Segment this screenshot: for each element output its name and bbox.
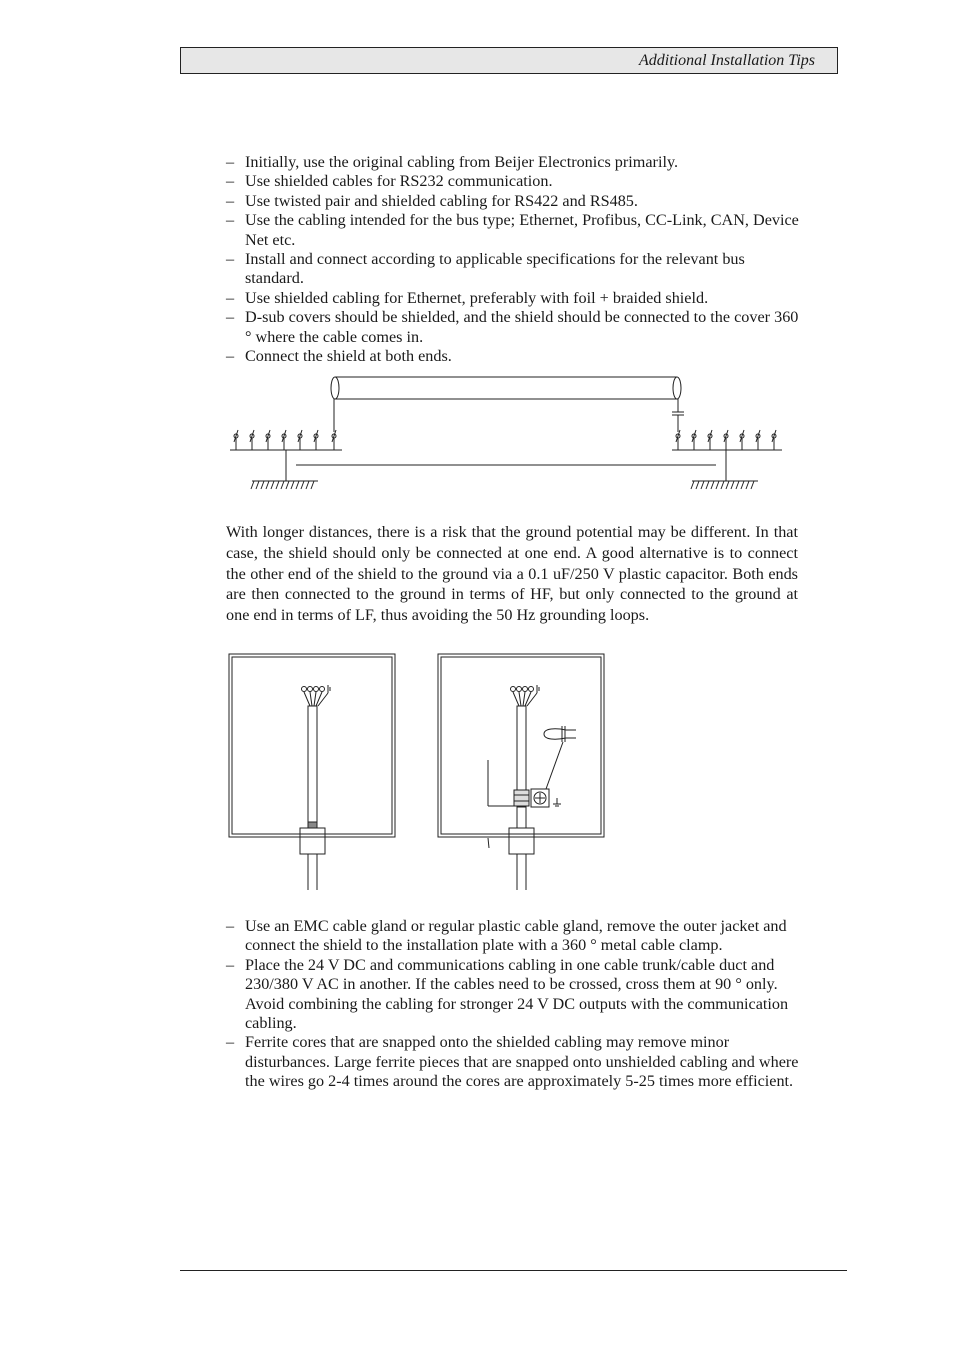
cabling-tips-list: [226, 153, 806, 366]
list-item: – Use an EMC cable gland or regular plastic cable gland, remove the outer jacket and connect the shield to the installation plate with a 360 ° metal cable clamp.: [226, 917, 806, 956]
list-item: – Place the 24 V DC and communications cabling in one cable trunk/cable duct and 230/380 V AC in another. If the cables need to be crossed, cross them at 90 ° only. Avoid combining the cabling for stronger 24 V DC outputs with the communication cabling.: [226, 956, 806, 1034]
ground-symbol-left: [251, 481, 318, 489]
header-title: Additional Installation Tips: [638, 52, 815, 69]
right-terminal-block: [676, 430, 776, 450]
emc-clamp-panel: [438, 654, 604, 890]
list-item: – Install and connect according to applicable specifications for the relevant bus standard.: [226, 250, 806, 289]
list-item: – Use shielded cabling for Ethernet, preferably with foil + braided shield.: [226, 289, 806, 308]
plastic-gland-panel: [229, 654, 395, 890]
page-header: [180, 47, 838, 74]
cable-gland-diagram: [226, 650, 616, 895]
list-item: – Connect the shield at both ends.: [226, 347, 806, 366]
ground-potential-paragraph: With longer distances, there is a risk that the ground potential may be different. In that case, the shield should only be connected at one end. A good alternative is to connect the other end of the shield to the ground via a 0.1 uF/250 V plastic capacitor. Both ends are then connected to the ground in terms of HF, but only connected to the ground at one end in terms of LF, thus avoiding the 50 Hz grounding loops.: [226, 523, 798, 625]
list-item: – D-sub covers should be shielded, and the shield should be connected to the cover 360 ° where the cable comes in.: [226, 308, 806, 347]
list-item: – Ferrite cores that are snapped onto the shielded cabling may remove minor disturbances. Large ferrite pieces that are snapped onto unshielded cabling and where the wires go 2-4 times around the cores are approximately 5-25 times more efficient.: [226, 1033, 806, 1091]
emc-tips-list: [226, 917, 806, 1092]
list-item: – Use shielded cables for RS232 communication.: [226, 172, 806, 191]
footer-rule: [180, 1270, 847, 1271]
ground-symbol-right: [691, 481, 758, 489]
left-terminal-block: [234, 430, 336, 450]
list-item: – Use twisted pair and shielded cabling for RS422 and RS485.: [226, 192, 806, 211]
shield-both-ends-diagram: [226, 370, 796, 496]
list-item: – Use the cabling intended for the bus type; Ethernet, Profibus, CC-Link, CAN, Device Net etc.: [226, 211, 806, 250]
list-item: – Initially, use the original cabling from Beijer Electronics primarily.: [226, 153, 806, 172]
